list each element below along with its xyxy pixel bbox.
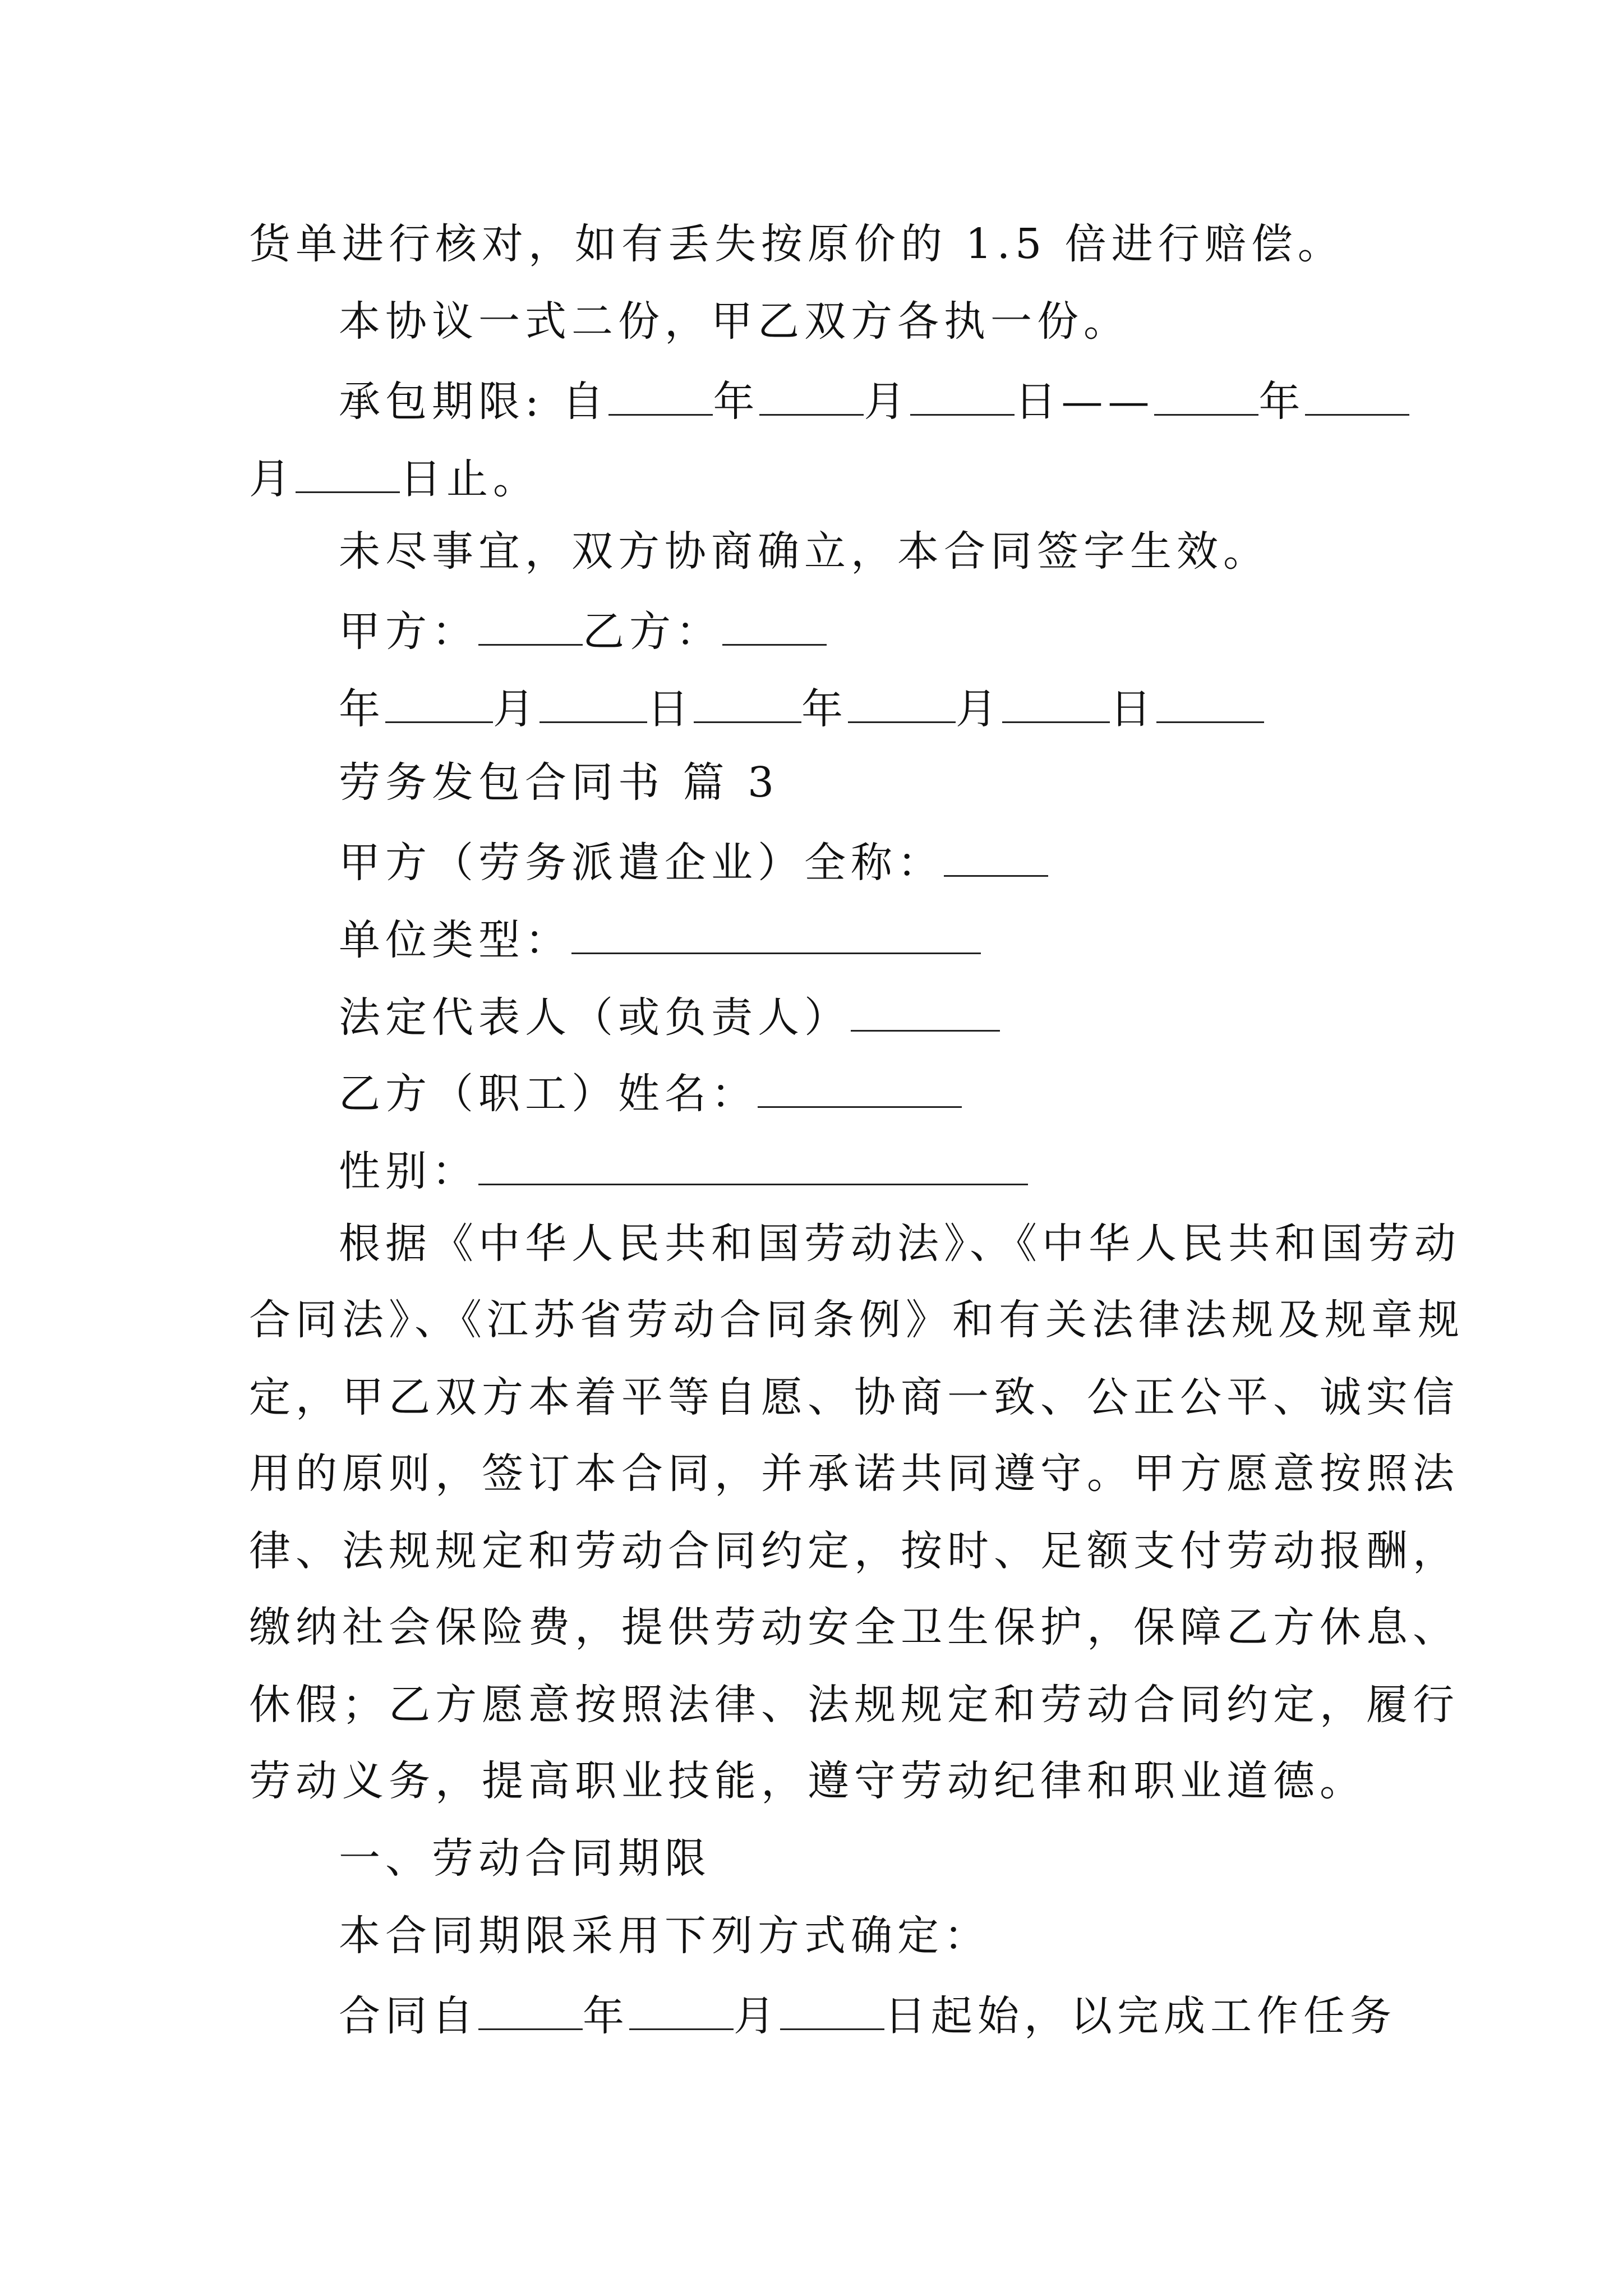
fill-blank[interactable] [1156, 684, 1264, 723]
fill-blank[interactable] [385, 684, 493, 723]
fill-blank[interactable] [910, 377, 1015, 416]
contract-start-line [339, 1991, 1396, 2040]
employee-name-blank[interactable] [758, 1069, 962, 1108]
paragraph-line [339, 1220, 1461, 1268]
line-text: 月 [956, 685, 1002, 733]
fill-blank[interactable] [1002, 684, 1110, 723]
paragraph-line [249, 1603, 1459, 1651]
paragraph-line [249, 1681, 1459, 1729]
line-text: 本协议一式二份，甲乙双方各执一份。 [339, 297, 1130, 346]
line-text: 日起始，以完成工作任务 [884, 1992, 1396, 2040]
line-text: 承包期限: 自 [339, 378, 609, 426]
fill-blank[interactable] [759, 377, 864, 416]
text-line [339, 527, 1270, 576]
paragraph-line [249, 1373, 1459, 1421]
text-line [339, 297, 1130, 346]
line-text: 月 [734, 1992, 780, 2040]
heading-text: 一、劳动合同期限 [339, 1834, 711, 1883]
line-text: 休假；乙方愿意按照法律、法规规定和劳动合同约定，履行 [249, 1681, 1459, 1729]
heading-text: 劳务发包合同书 篇 3 [339, 758, 780, 807]
line-text: 未尽事宜，双方协商确立，本合同签字生效。 [339, 527, 1270, 576]
paragraph-line [249, 1450, 1459, 1498]
form-field-line [339, 1069, 962, 1118]
party-a-blank[interactable] [478, 607, 583, 646]
line-text: 日—— [1015, 378, 1155, 426]
company-name-blank[interactable] [944, 838, 1048, 877]
line-text: 乙方： [583, 608, 722, 656]
paragraph-line [249, 1296, 1464, 1344]
paragraph-line [249, 1527, 1459, 1575]
line-text: 根据《中华人民共和国劳动法》、《中华人民共和国劳动 [339, 1220, 1461, 1268]
line-text: 货单进行核对，如有丢失按原价的 1.5 倍进行赔偿。 [249, 220, 1344, 268]
contract-term-line-continued [249, 454, 540, 503]
line-text: 甲方： [339, 608, 478, 656]
section-heading [339, 758, 780, 807]
paragraph-line [249, 1757, 1366, 1805]
line-text: 律、法规规定和劳动合同约定，按时、足额支付劳动报酬， [249, 1527, 1459, 1575]
gender-blank[interactable] [478, 1147, 1028, 1185]
line-text: 日 [1110, 685, 1156, 733]
line-text: 日 [647, 685, 694, 733]
unit-type-blank[interactable] [571, 915, 981, 954]
line-text: 年 [339, 685, 385, 733]
fill-blank[interactable] [848, 684, 956, 723]
line-text: 定，甲乙双方本着平等自愿、协商一致、公正公平、诚实信 [249, 1373, 1459, 1421]
line-text: 劳动义务，提高职业技能，遵守劳动纪律和职业道德。 [249, 1757, 1366, 1805]
section-heading [339, 1834, 711, 1883]
line-text: 年 [1258, 378, 1306, 426]
field-label: 法定代表人（或负责人） [339, 993, 851, 1042]
legal-representative-blank[interactable] [851, 993, 1000, 1032]
contract-term-line [339, 377, 1409, 426]
party-b-blank[interactable] [722, 607, 827, 646]
fill-blank[interactable] [478, 1991, 583, 2030]
form-field-line [339, 1147, 1028, 1195]
field-label: 乙方（职工）姓名： [339, 1070, 758, 1118]
line-text: 用的原则，签订本合同，并承诺共同遵守。甲方愿意按照法 [249, 1450, 1459, 1498]
fill-blank[interactable] [296, 454, 400, 493]
line-text: 月 [864, 378, 911, 426]
fill-blank[interactable] [1154, 377, 1258, 416]
line-text: 本合同期限采用下列方式确定： [339, 1912, 990, 1960]
field-label: 甲方（劳务派遣企业）全称： [339, 839, 944, 887]
line-text: 年 [801, 685, 848, 733]
fill-blank[interactable] [629, 1991, 734, 2030]
line-text: 年 [583, 1992, 629, 2040]
fill-blank[interactable] [540, 684, 647, 723]
signature-parties-line [339, 607, 827, 656]
fill-blank[interactable] [694, 684, 801, 723]
line-text: 合同自 [339, 1992, 478, 2040]
fill-blank[interactable] [1305, 377, 1409, 416]
text-line [249, 220, 1344, 268]
fill-blank[interactable] [780, 1991, 884, 2030]
line-text: 月 [493, 685, 540, 733]
form-field-line [339, 838, 1048, 887]
signature-dates-line [339, 684, 1264, 733]
line-text: 缴纳社会保险费，提供劳动安全卫生保护，保障乙方休息、 [249, 1603, 1459, 1651]
line-text: 合同法》、《江苏省劳动合同条例》和有关法律法规及规章规 [249, 1296, 1464, 1344]
text-line [339, 1912, 990, 1960]
field-label: 性别： [339, 1147, 478, 1195]
line-text: 月 [249, 455, 296, 503]
field-label: 单位类型： [339, 916, 571, 964]
line-text: 年 [713, 378, 760, 426]
fill-blank[interactable] [608, 377, 713, 416]
form-field-line [339, 915, 981, 964]
line-text: 日止。 [400, 455, 540, 503]
form-field-line [339, 993, 1000, 1042]
